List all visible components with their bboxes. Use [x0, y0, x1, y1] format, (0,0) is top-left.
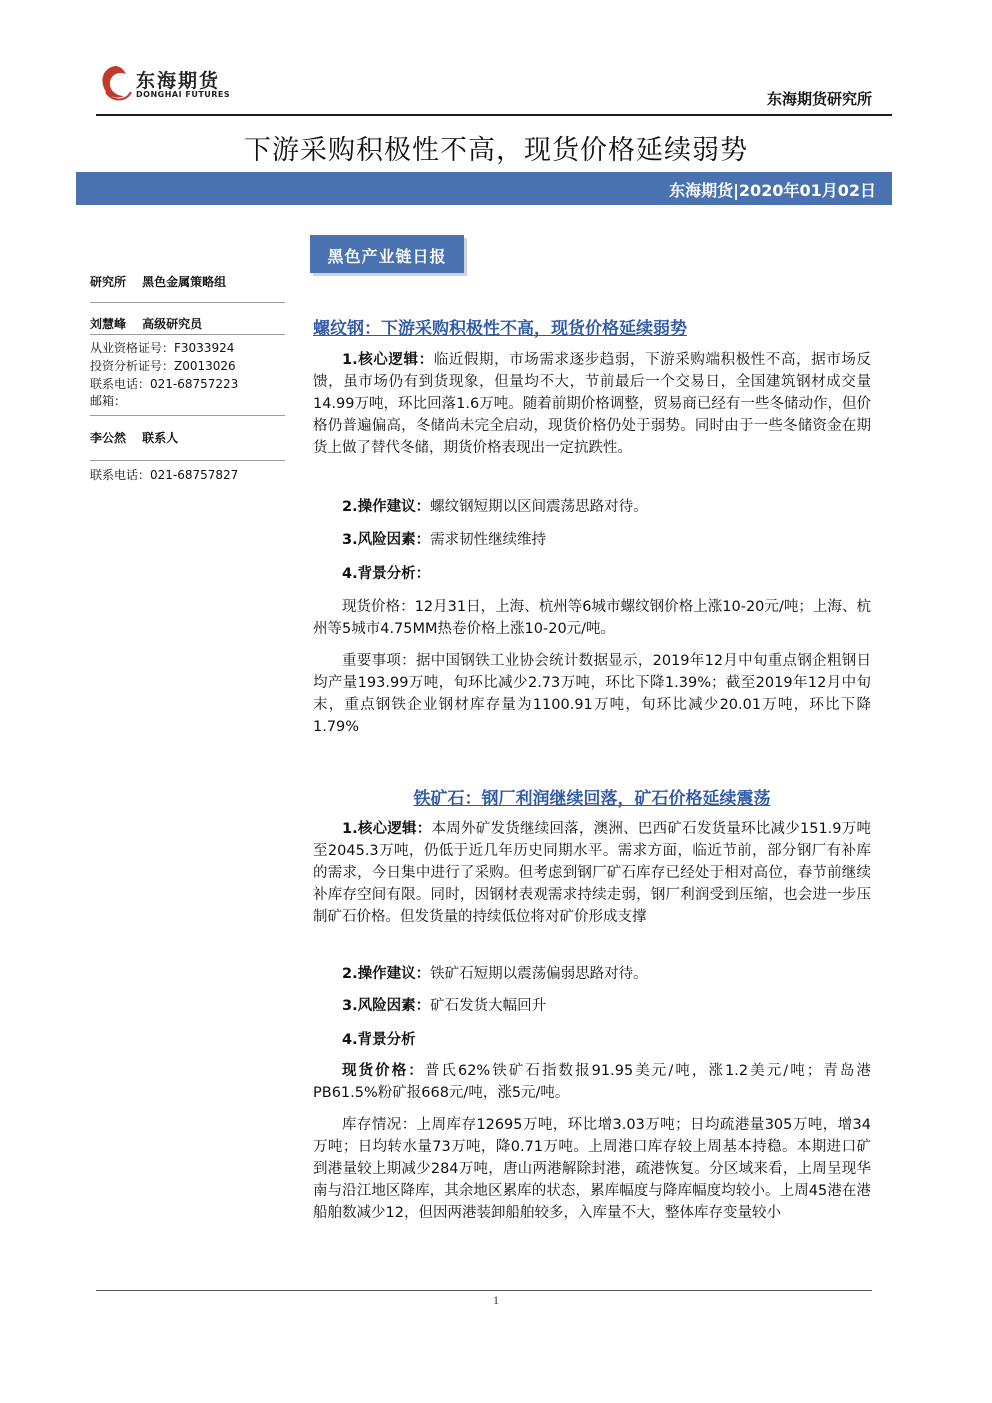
logo-chinese-name: 东海期货 [136, 70, 221, 92]
ore-core-label: 1.核心逻辑： [342, 821, 432, 837]
sidebar-analyst: 刘慧峰 高级研究员 [90, 317, 203, 331]
logo-english-name: DONGHAI FUTURES [136, 90, 231, 99]
report-type-badge [310, 235, 464, 273]
ore-operation [313, 963, 871, 985]
sidebar-license-1: 从业资格证号：F3033924 [90, 341, 235, 355]
report-title: 下游采购积极性不高，现货价格延续弱势 [244, 135, 748, 166]
rebar-core-label: 1.核心逻辑： [342, 352, 434, 368]
footer-divider [96, 1290, 872, 1291]
institute-name: 东海期货研究所 [766, 90, 872, 108]
sidebar-email: 邮箱： [90, 394, 127, 408]
ore-op-label: 2.操作建议： [342, 966, 431, 982]
date-bar [76, 172, 892, 205]
ore-op-text: 铁矿石短期以震荡偏弱思路对待。 [430, 966, 648, 982]
rebar-op-text: 螺纹钢短期以区间震荡思路对待。 [430, 499, 648, 515]
rebar-risk-label: 3.风险因素： [342, 532, 431, 548]
rebar-operation [313, 496, 871, 518]
rebar-spot-text: 现货价格：12月31日，上海、杭州等6城市螺纹钢价格上涨10-20元/吨；上海、杭州等5城市4.75MM热卷价格上涨10-20元/吨。 [313, 599, 871, 637]
ore-heading: 铁矿石：钢厂利润继续回落，矿石价格延续震荡 [413, 789, 771, 809]
company-logo [96, 62, 236, 106]
rebar-news [313, 650, 871, 738]
rebar-heading: 螺纹钢：下游采购积极性不高，现货价格延续弱势 [313, 319, 687, 339]
sidebar-phone-2: 联系电话：021-68757827 [90, 468, 239, 482]
sidebar-divider [90, 302, 285, 303]
ore-spot-price [313, 1060, 871, 1104]
ore-stock-text: 库存情况：上周库存12695万吨，环比增3.03万吨；日均疏港量305万吨，增34万吨；日均转水量73万吨，降0.71万吨。上周港口库存较上周基本持稳。本期进口矿到港量较上期减少284万吨，唐山两港解除封港，疏港恢复。分区域来看，上周呈现华南与沿江地区降库，其余地区累库的状态，累库幅度与降库幅度均较小。上周45港在港船舶数减少12，但因两港装卸船舶较多，入库量不大，整体库存变量较小 [313, 1117, 871, 1221]
ore-core-text: 本周外矿发货继续回落，澳洲、巴西矿石发货量环比减少151.9万吨至2045.3万吨，仍低于近几年历史同期水平。需求方面，临近节前，部分钢厂有补库的需求，今日集中进行了采购。但考虑到钢厂矿石库存已经处于相对高位，春节前继续补库存空间有限。同时，因钢材表观需求持续走弱，钢厂利润受到压缩，也会进一步压制矿石价格。但发货量的持续低位将对矿价形成支撑 [313, 821, 871, 925]
rebar-core-text: 临近假期，市场需求逐步趋弱，下游采购端积极性不高，据市场反馈，虽市场仍有到货现象，但量均不大，节前最后一个交易日，全国建筑钢材成交量14.99万吨，环比回落1.6万吨。随着前期价格调整，贸易商已经有一些冬储动作，但价格仍普遍偏高，冬储尚未完全启动，现货价格仍处于弱势。同时由于一些冬储资金在期货上做了替代冬储，期货价格表现出一定抗跌性。 [313, 352, 871, 456]
rebar-risk [313, 529, 871, 551]
rebar-risk-text: 需求韧性继续维持 [430, 532, 547, 548]
rebar-core-logic [313, 349, 871, 459]
ore-risk-label: 3.风险因素： [342, 998, 431, 1014]
ore-core-logic [313, 818, 871, 928]
sidebar-divider [90, 415, 285, 416]
ore-spot-label: 现货价格： [342, 1063, 425, 1079]
rebar-background [313, 563, 871, 585]
ore-background [313, 1029, 871, 1051]
ore-risk-text: 矿石发货大幅回升 [430, 998, 547, 1014]
sidebar-contact: 李公然 联系人 [90, 431, 179, 445]
ore-stock [313, 1114, 871, 1224]
page-number: 1 [493, 1293, 499, 1307]
rebar-spot-price [313, 596, 871, 640]
report-type-label: 黑色产业链日报 [327, 247, 447, 266]
header-divider [96, 114, 892, 116]
rebar-news-text: 重要事项：据中国钢铁工业协会统计数据显示，2019年12月中旬重点钢企粗钢日均产量193.99万吨，旬环比减少2.73万吨，环比下降1.39%；截至2019年12月中旬末，重点钢铁企业钢材库存量为1100.91万吨，旬环比减少20.01万吨，环比下降1.79% [313, 653, 871, 735]
ore-risk [313, 995, 871, 1017]
logo-mark-icon [96, 62, 134, 104]
date-line: 东海期货|2020年01月02日 [669, 181, 876, 200]
rebar-op-label: 2.操作建议： [342, 499, 431, 515]
sidebar-divider [90, 460, 285, 461]
sidebar-phone-1: 联系电话：021-68757223 [90, 377, 239, 391]
ore-bg-label: 4.背景分析 [342, 1032, 416, 1048]
rebar-bg-label: 4.背景分析： [342, 566, 431, 582]
sidebar-dept: 研究所 黑色金属策略组 [90, 275, 227, 289]
sidebar-divider [90, 334, 285, 335]
ore-spot-text: 普氏62%铁矿石指数报91.95美元/吨，涨1.2美元/吨；青岛港PB61.5%粉矿报668元/吨，涨5元/吨。 [313, 1063, 872, 1101]
sidebar-license-2: 投资分析证号：Z0013026 [90, 359, 236, 373]
